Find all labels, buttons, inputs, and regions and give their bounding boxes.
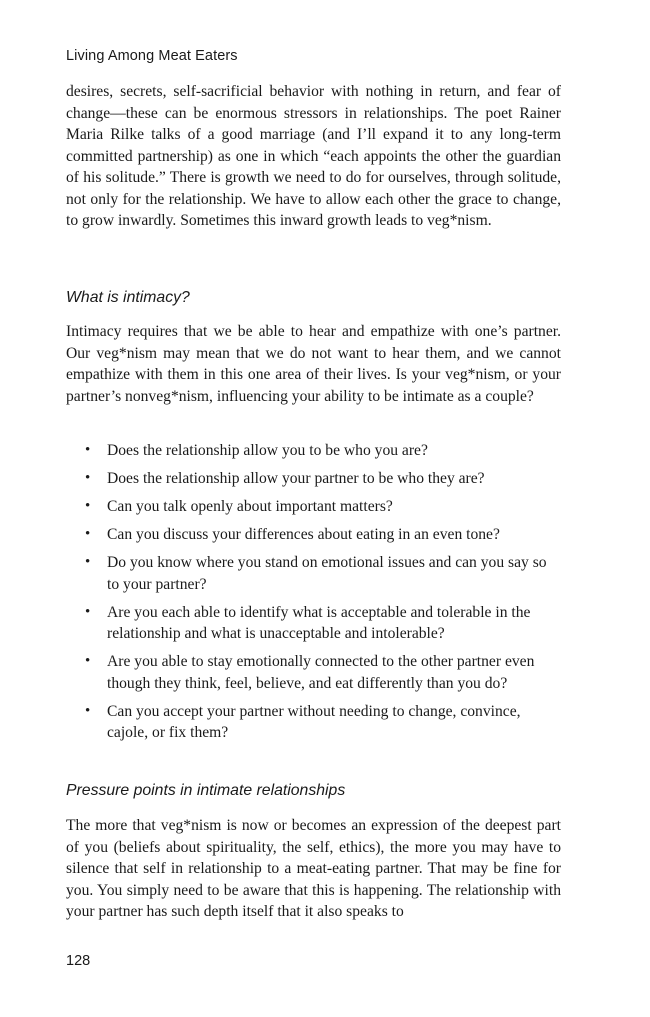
page-number: 128: [66, 953, 91, 969]
question-list: [66, 440, 561, 750]
list-item: [66, 468, 561, 490]
section-heading-intimacy: What is intimacy?: [66, 289, 190, 306]
bullet-icon: •: [85, 702, 91, 719]
section-heading-pressure-points: Pressure points in intimate relationships: [66, 782, 346, 799]
paragraph-rilke: desires, secrets, self-sacrificial behavior with nothing in return, and fear of change—these can be enormous stressors in relationships. The poet Rainer Maria Rilke talks of a good marriage (and I’ll expand it to any long-term committed partnership) as one in which “each appoints the other the guardian of his solitude.” There is growth we need to do for ourselves, through solitude, not only for the relationship. We have to allow each other the grace to change, to grow inwardly. Sometimes this inward growth leads to veg*nism.: [66, 83, 561, 229]
list-item: [66, 440, 561, 462]
bullet-icon: •: [85, 470, 91, 486]
bullet-icon: •: [85, 442, 91, 458]
list-item: [66, 701, 561, 744]
list-item-text: Can you accept your partner without needing to change, convince, cajole, or fix them?: [107, 702, 521, 741]
bullet-icon: •: [85, 653, 91, 669]
list-item-text: Does the relationship allow you to be who you are?: [107, 442, 428, 459]
paragraph-intimacy: Intimacy requires that we be able to hear and empathize with one’s partner. Our veg*nism may mean that we do not want to hear them, and we cannot empathize with them in this one area of their lives. Is your veg*nism, or your partner’s nonveg*nism, influencing your ability to be intimate as a couple?: [66, 323, 561, 405]
list-item-text: Are you able to stay emotionally connected to the other partner even though they think, feel, believe, and eat differently than you do?: [107, 653, 535, 692]
running-head: Living Among Meat Eaters: [66, 48, 238, 64]
bullet-icon: •: [85, 603, 91, 620]
bullet-icon: •: [85, 554, 91, 570]
list-item-text: Can you talk openly about important matters?: [107, 498, 393, 515]
bullet-icon: •: [85, 526, 91, 542]
list-item-text: Are you each able to identify what is acceptable and tolerable in the relationship and what is unacceptable and intolerable?: [107, 603, 531, 642]
list-item-text: Does the relationship allow your partner to be who they are?: [107, 470, 485, 487]
list-item-text: Can you discuss your differences about eating in an even tone?: [107, 526, 500, 543]
list-item: [66, 524, 561, 546]
list-item: [66, 651, 561, 694]
list-item: [66, 552, 561, 595]
list-item: [66, 496, 561, 518]
list-item: [66, 602, 561, 645]
bullet-icon: •: [85, 498, 91, 514]
list-item-text: Do you know where you stand on emotional issues and can you say so to your partner?: [107, 554, 547, 593]
paragraph-pressure-points: The more that veg*nism is now or becomes an expression of the deepest part of you (beliefs about spirituality, the self, ethics), the more you may have to silence that self in relationship to a meat-eating partner. That may be fine for you. You simply need to be aware that this is happening. The relationship with your partner has such depth itself that it also speaks to: [66, 817, 561, 920]
